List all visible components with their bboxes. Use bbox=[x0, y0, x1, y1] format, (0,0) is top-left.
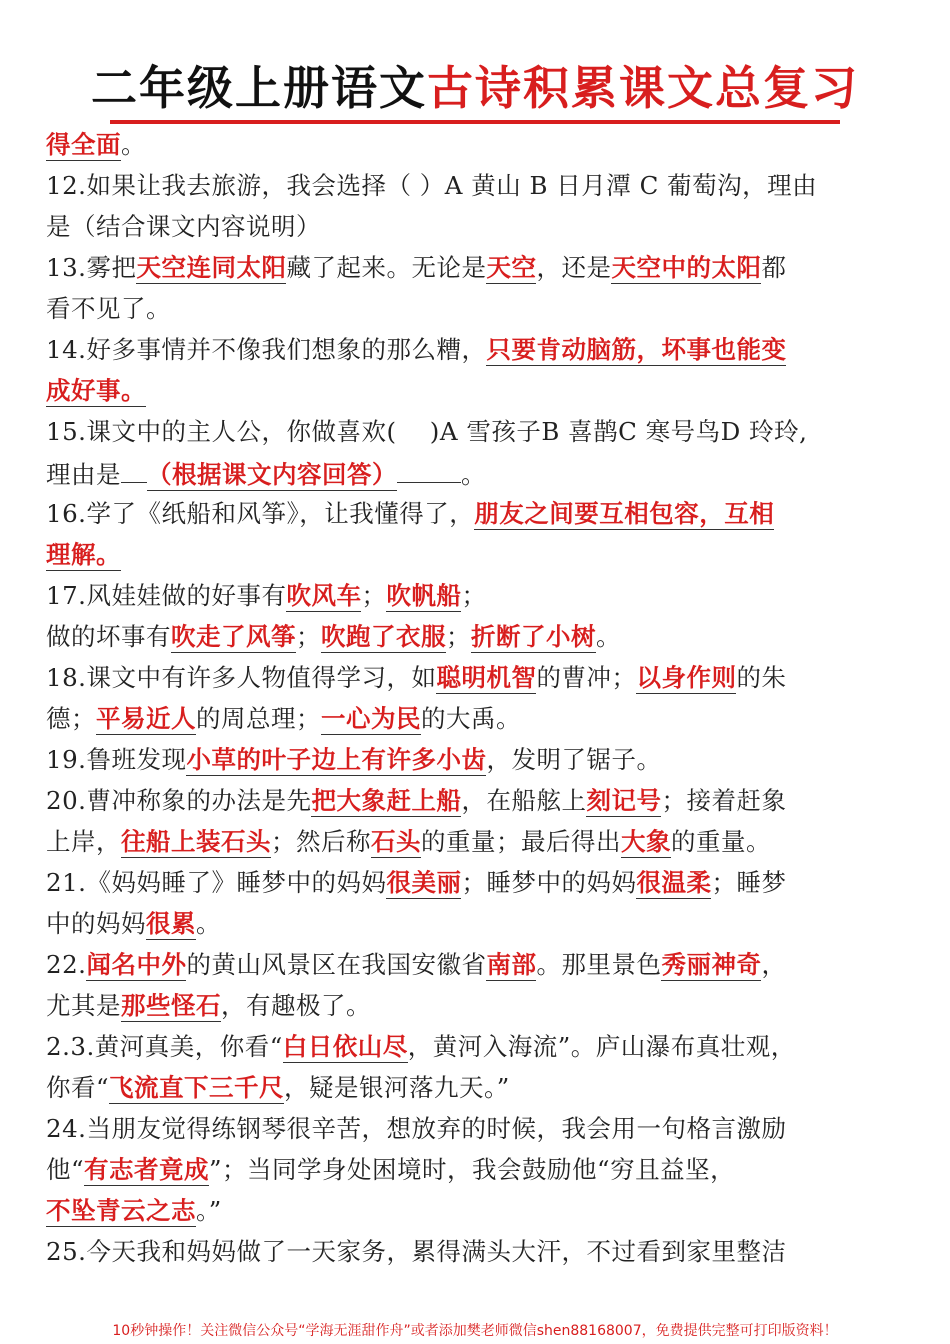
answer: 一心为民 bbox=[321, 704, 421, 733]
text: 德； bbox=[46, 704, 96, 733]
answer: 平易近人 bbox=[96, 704, 196, 733]
question-21-line2 bbox=[46, 903, 906, 944]
question-14-line2 bbox=[46, 370, 906, 411]
page-title bbox=[0, 58, 950, 118]
text: ； bbox=[461, 581, 487, 610]
text: 的重量。 bbox=[671, 827, 771, 856]
text: 中的妈妈 bbox=[46, 909, 146, 938]
question-22-line2 bbox=[46, 985, 906, 1026]
text: 。” bbox=[196, 1196, 222, 1225]
answer: 天空 bbox=[486, 253, 537, 282]
answer: 有志者竟成 bbox=[84, 1155, 210, 1184]
answer: 很累 bbox=[146, 909, 196, 938]
text: ；睡梦 bbox=[711, 868, 787, 897]
question-13 bbox=[46, 247, 906, 288]
question-20 bbox=[46, 780, 906, 821]
question-23-line2 bbox=[46, 1067, 906, 1108]
text: ”；当同学身处困境时，我会鼓励他“穷且益坚， bbox=[209, 1155, 736, 1184]
question-12-line2 bbox=[46, 206, 906, 247]
question-list bbox=[46, 124, 906, 1272]
text: 做的坏事有 bbox=[46, 622, 171, 651]
text: ； bbox=[446, 622, 471, 651]
question-12 bbox=[46, 165, 906, 206]
text: ；然后称 bbox=[271, 827, 371, 856]
text: ， bbox=[761, 950, 787, 979]
question-17 bbox=[46, 575, 906, 616]
text: ，还是 bbox=[536, 253, 612, 282]
text: ，在船舷上 bbox=[461, 786, 587, 815]
answer: 飞流直下三千尺 bbox=[109, 1073, 285, 1102]
text: 是（结合课文内容说明） bbox=[46, 212, 321, 241]
answer: 朋友之间要互相包容，互相 bbox=[474, 499, 775, 528]
text: 17.风娃娃做的好事有 bbox=[46, 581, 287, 610]
text: 21.《妈妈睡了》睡梦中的妈妈 bbox=[46, 868, 387, 897]
text: 14.好多事情并不像我们想象的那么糟， bbox=[46, 335, 487, 364]
text: ；睡梦中的妈妈 bbox=[461, 868, 637, 897]
answer: 把大象赶上船 bbox=[311, 786, 462, 815]
blank-line bbox=[397, 452, 461, 483]
text: 的黄山风景区在我国安徽省 bbox=[186, 950, 487, 979]
answer: 折断了小树 bbox=[471, 622, 596, 651]
text: ； bbox=[361, 581, 387, 610]
answer: 吹帆船 bbox=[386, 581, 462, 610]
text: 19.鲁班发现 bbox=[46, 745, 187, 774]
text: 你看“ bbox=[46, 1073, 110, 1102]
answer: 秀丽神奇 bbox=[661, 950, 762, 979]
question-17-line2 bbox=[46, 616, 906, 657]
text: ，疑是银河落九天。” bbox=[284, 1073, 510, 1102]
footer-notice: 10秒钟操作！关注微信公众号“学海无涯甜作舟”或者添加樊老师微信shen88168007，免费提供完整可打印版资料！ bbox=[112, 1323, 838, 1339]
text: 的周总理； bbox=[196, 704, 321, 733]
text: 25.今天我和妈妈做了一天家务，累得满头大汗，不过看到家里整洁 bbox=[46, 1237, 787, 1266]
text: 的曹冲； bbox=[536, 663, 637, 692]
text: 。那里景色 bbox=[536, 950, 662, 979]
answer: 大象 bbox=[621, 827, 671, 856]
question-13-line2 bbox=[46, 288, 906, 329]
question-18-line2 bbox=[46, 698, 906, 739]
text: ；接着赶象 bbox=[661, 786, 787, 815]
question-14 bbox=[46, 329, 906, 370]
text: 2.3.黄河真美，你看“ bbox=[46, 1032, 283, 1061]
question-16 bbox=[46, 493, 906, 534]
text: 理由是 bbox=[46, 460, 121, 489]
question-18 bbox=[46, 657, 906, 698]
answer: 南部 bbox=[486, 950, 537, 979]
text: 。 bbox=[196, 909, 221, 938]
answer: 小草的叶子边上有许多小齿 bbox=[186, 745, 487, 774]
title-black-part: 二年级上册语文 bbox=[91, 61, 427, 115]
answer: 聪明机智 bbox=[436, 663, 537, 692]
answer: 只要肯动脑筋，坏事也能变 bbox=[486, 335, 787, 364]
text: 18.课文中有许多人物值得学习，如 bbox=[46, 663, 437, 692]
text: 尤其是 bbox=[46, 991, 121, 1020]
answer: 以身作则 bbox=[636, 663, 737, 692]
question-16-line2 bbox=[46, 534, 906, 575]
question-23 bbox=[46, 1026, 906, 1067]
text: 24.当朋友觉得练钢琴很辛苦，想放弃的时候，我会用一句格言激励 bbox=[46, 1114, 787, 1143]
answer: 得全面 bbox=[46, 130, 121, 159]
text: 他“ bbox=[46, 1155, 85, 1184]
text: 看不见了。 bbox=[46, 294, 171, 323]
answer: 刻记号 bbox=[586, 786, 662, 815]
text: 。 bbox=[596, 622, 621, 651]
question-24-line3 bbox=[46, 1190, 906, 1231]
text: 22. bbox=[46, 950, 87, 979]
answer: 白日依山尽 bbox=[282, 1032, 408, 1061]
text: 20.曹冲称象的办法是先 bbox=[46, 786, 312, 815]
question-15 bbox=[46, 411, 906, 452]
answer: 理解。 bbox=[46, 540, 121, 569]
blank-line bbox=[121, 452, 147, 483]
question-24-line2 bbox=[46, 1149, 906, 1190]
question-24 bbox=[46, 1108, 906, 1149]
title-red-part: 古诗积累课文总复习 bbox=[427, 61, 859, 115]
text: 12.如果让我去旅游，我会选择（ ）A 黄山 B 日月潭 C 葡萄沟，理由 bbox=[46, 171, 818, 200]
answer: 吹风车 bbox=[286, 581, 362, 610]
answer: 很美丽 bbox=[386, 868, 462, 897]
answer: 天空连同太阳 bbox=[136, 253, 287, 282]
text: 的重量；最后得出 bbox=[421, 827, 621, 856]
text: ，黄河入海流”。庐山瀑布真壮观， bbox=[407, 1032, 796, 1061]
question-22 bbox=[46, 944, 906, 985]
text: ，发明了锯子。 bbox=[486, 745, 662, 774]
answer: 很温柔 bbox=[636, 868, 712, 897]
answer: 吹跑了衣服 bbox=[321, 622, 446, 651]
answer: 闻名中外 bbox=[86, 950, 187, 979]
text: 都 bbox=[761, 253, 787, 282]
text: 藏了起来。无论是 bbox=[286, 253, 487, 282]
text: ，有趣极了。 bbox=[221, 991, 371, 1020]
answer: 石头 bbox=[371, 827, 421, 856]
answer: 往船上装石头 bbox=[121, 827, 271, 856]
question-15-line2 bbox=[46, 452, 906, 493]
question-25 bbox=[46, 1231, 906, 1272]
answer: 不坠青云之志 bbox=[46, 1196, 196, 1225]
text: 的大禹。 bbox=[421, 704, 521, 733]
question-19 bbox=[46, 739, 906, 780]
text: 15.课文中的主人公，你做喜欢( )A 雪孩子B 喜鹊C 寒号鸟D 玲玲, bbox=[46, 417, 808, 446]
question-20-line2 bbox=[46, 821, 906, 862]
text: 。 bbox=[121, 130, 146, 159]
question-11-end bbox=[46, 124, 906, 165]
answer: 成好事。 bbox=[46, 376, 146, 405]
question-21 bbox=[46, 862, 906, 903]
text: 16.学了《纸船和风筝》，让我懂得了， bbox=[46, 499, 475, 528]
answer: 那些怪石 bbox=[121, 991, 221, 1020]
answer: （根据课文内容回答） bbox=[147, 460, 397, 489]
text: 上岸， bbox=[46, 827, 121, 856]
text: 13.雾把 bbox=[46, 253, 137, 282]
text: 。 bbox=[461, 460, 486, 489]
text: 的朱 bbox=[736, 663, 787, 692]
answer: 天空中的太阳 bbox=[611, 253, 762, 282]
text: ； bbox=[296, 622, 321, 651]
answer: 吹走了风筝 bbox=[171, 622, 296, 651]
